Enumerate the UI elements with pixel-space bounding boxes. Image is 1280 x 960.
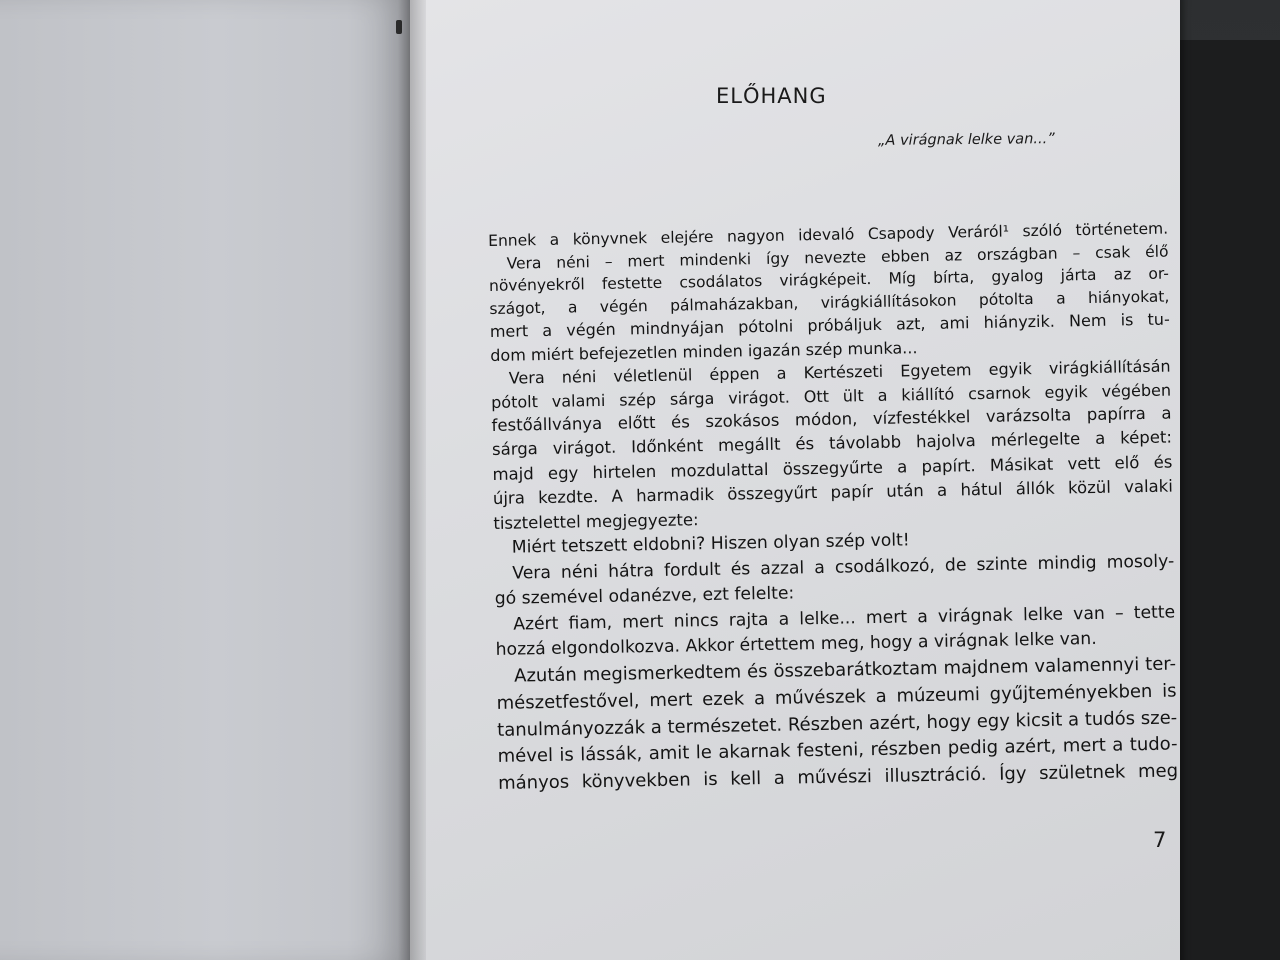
text-line: sárga virágot. Időnként megállt és távolabb hajolva mérlegelte a képet: xyxy=(491,427,1173,460)
text-line: tisztelettel megjegyezte: xyxy=(493,509,699,533)
text-line: gó szemével odanézve, ezt felelte: xyxy=(494,583,795,610)
text-line: majd egy hirtelen mozdulattal összegyűrte a papírt. Másikat vett elő és xyxy=(492,452,1173,484)
text-line: mével is lássák, amit le akarnak festeni, részben pedig azért, mert a tudo- xyxy=(497,733,1178,768)
book-gutter-shadow xyxy=(398,0,426,960)
text-line: Vera néni hátra fordult és azzal a csodálkozó, de szinte mindig mosoly- xyxy=(512,551,1175,584)
text-line: Vera néni – mert mindenki így nevezte ebben az országban – csak élő xyxy=(506,242,1169,273)
text-line: pótolt valami szép sárga virágot. Ott ült a kiállító csarnok egyik végében xyxy=(490,380,1172,412)
chapter-heading: ELŐHANG xyxy=(716,84,827,108)
left-page-blank xyxy=(0,0,412,960)
text-line: Miért tetszett eldobni? Hiszen olyan szép volt! xyxy=(511,530,910,558)
text-line: hozzá elgondolkozva. Akkor értettem meg, hogy a virágnak lelke van. xyxy=(495,629,1097,661)
text-line: Vera néni véletlenül éppen a Kertészeti Egyetem egyik virágkiállításán xyxy=(508,356,1171,388)
page-number: 7 xyxy=(1153,828,1167,852)
body-text xyxy=(488,218,1178,798)
text-line: Azután megismerkedtem és összebarátkoztam majdnem valamennyi ter- xyxy=(513,653,1177,687)
text-line: növényekről festette csodálatos virágképeit. Míg bírta, gyalog járta az or- xyxy=(488,264,1170,296)
text-line: mészetfestővel, mert ezek a művészek a múzeumi gyűjteményekben is xyxy=(496,680,1177,714)
text-line: mányos könyvekben is kell a művészi illusztráció. Így születnek meg xyxy=(497,760,1179,795)
text-line: festőállványa előtt és szokásos módon, vízfestékkel varázsolta papírra a xyxy=(491,403,1172,435)
epigraph: „A virágnak lelke van...” xyxy=(877,131,1055,149)
text-line: Ennek a könyvnek elejére nagyon idevaló Csapody Veráról¹ szóló történetem. xyxy=(488,219,1169,250)
text-line: mert a végén mindnyájan pótolni próbáljuk azt, ami hiányzik. Nem is tu- xyxy=(489,309,1170,342)
text-line: szágot, a végén pálmaházakban, virágkiállításokon pótolta a hiányokat, xyxy=(489,287,1170,318)
text-line: tanulmányozzák a természetet. Részben azért, hogy egy kicsit a tudós sze- xyxy=(496,707,1178,741)
text-line: Azért fiam, mert nincs rajta a lelke... mert a virágnak lelke van – tette xyxy=(513,602,1176,635)
text-line: újra kezdte. A harmadik összegyűrt papír után a hátul állók közül valaki xyxy=(492,476,1173,509)
text-line: dom miért befejezetlen minden igazán szép munka... xyxy=(490,337,918,365)
